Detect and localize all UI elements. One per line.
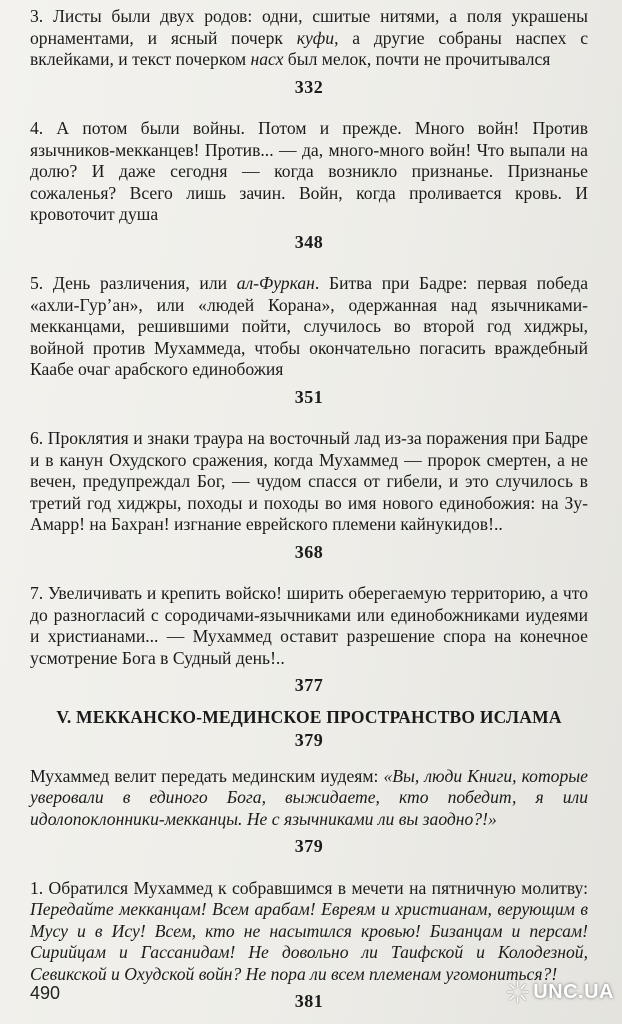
section-heading: V. МЕККАНСКО-МЕДИНСКОЕ ПРОСТРАНСТВО ИСЛАМА	[56, 706, 562, 727]
entry-paragraph: 1. Обратился Мухаммед к собравшимся в мечети на пятничную молитву: Передайте мекканцам! Всем арабам! Евреям и христианам, верующим в Мусу и в Ису! Всем, кто не насытился кровью! Бизанцам и персам! Сирийцам и Гассанидам! Не довольно ли Таифской и Колодезной, Севикской и Охудской войн? Не пора ли всем племенам угомониться?!	[30, 877, 588, 984]
section-page-reference: 379	[294, 730, 324, 750]
page-reference: 351	[294, 386, 324, 407]
page-number: 490	[30, 983, 61, 1003]
page-reference: 332	[294, 76, 324, 97]
page-reference: 381	[294, 991, 324, 1011]
page-reference: 348	[294, 231, 324, 252]
page-reference: 377	[294, 675, 324, 695]
entry-paragraph: 7. Увеличивать и крепить войско! ширить оберегаемую территорию, а что до разногласий с сородичами-язычниками или единобожниками иудеями и христианами... — Мухаммед оставит разрешение спора на конечное усмотрение Бога в Судный день!..	[30, 583, 588, 668]
entry-paragraph: 5. День различения, или ал-Фуркан. Битва при Бадре: первая победа «ахли-Гур’ан», или «людей Корана», одержанная над язычниками-мекканцами, решившими пойти, случилось во второй год хиджры, войной против Мухаммеда, чтобы окончательно погасить враждебный Каабе очаг арабского единобожия	[30, 273, 589, 379]
watermark-text: UNC.UA	[533, 980, 614, 1003]
watermark	[506, 972, 614, 1012]
page-reference: 368	[294, 541, 324, 562]
page-content	[30, 6, 588, 1013]
entry-paragraph: Мухаммед велит передать мединским иудеям: «Вы, люди Книги, которые уверовали в единого Бога, выжидаете, кто победит, я или идолопоклонники-мекканцы. Не с язычниками ли вы заодно?!»	[30, 765, 588, 829]
entry-paragraph: 3. Листы были двух родов: одни, сшитые нитями, а поля украшены орнаментами, и ясный почерк куфи, а другие собраны наспех с вклейками, и текст почерком насх был мелок, почти не прочитывался	[30, 6, 588, 69]
entry-paragraph: 6. Проклятия и знаки траура на восточный лад из-за поражения при Бадре и в канун Охудского сражения, когда Мухаммед — пророк смертен, а не вечен, предупреждал Бог, — чудом спасся от гибели, и это случилось в третий год хиджры, походы и походы во имя нового единобожия: на Зу-Амарр! на Бахран! изгнание еврейского племени кайнукидов!..	[30, 428, 588, 534]
page-reference: 379	[294, 836, 324, 856]
starburst-icon	[506, 976, 529, 1008]
entry-paragraph: 4. А потом были войны. Потом и прежде. Много войн! Против язычников-мекканцев! Против... — да, много-много войн! Что выпали на долю? И даже сегодня — когда возникло признанье. Признанье сожаленья? Всего лишь зачин. Войн, когда проливается кровь. И кровоточит душа	[30, 118, 588, 224]
